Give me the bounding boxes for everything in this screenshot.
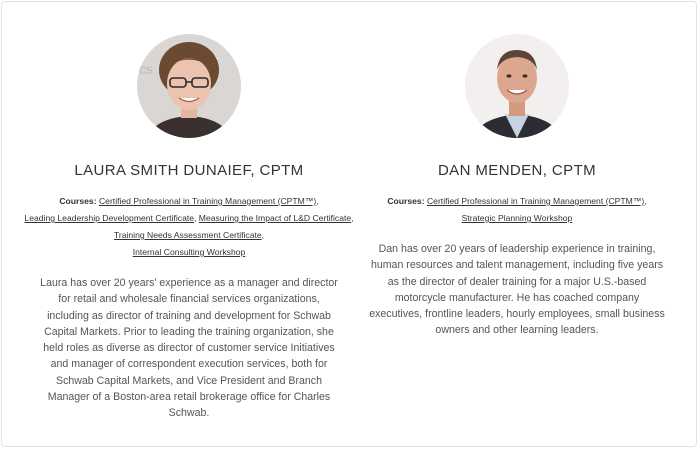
instructor-bio: Laura has over 20 years' experience as a manager and director for retail and wholesale financial services organizations, including as director of training and development for Schwab Capital Markets. Prior to leading the training organization, she held roles as diverse as director of customer service Initiatives and manager of correspondent execution services, both for Schwab Capital Markets, and Vice President and Branch Manager of a Boston-area retail brokerage office for Charles Schwab.	[40, 277, 338, 420]
courses-label: Courses:	[387, 196, 425, 206]
course-link-measuring-impact[interactable]: Measuring the Impact of L&D Certificate	[198, 213, 352, 223]
instructor-name: LAURA SMITH DUNAIEF, CPTM	[74, 162, 304, 179]
courses-label: Courses:	[59, 196, 97, 206]
course-link-leading-leadership-development[interactable]: Leading Leadership Development Certificate	[24, 213, 195, 223]
course-link-training-needs-assessment[interactable]: Training Needs Assessment Certificate	[113, 230, 262, 240]
course-link-cptm[interactable]: Certified Professional in Training Management (CPTM™)	[98, 196, 317, 206]
course-link-internal-consulting[interactable]: Internal Consulting Workshop	[132, 247, 246, 257]
instructor-dan	[352, 2, 682, 339]
instructor-bio: Dan has over 20 years of leadership experience in training, human resources and talent management, including five years as the director of dealer training for a major U.S.-based motorcycle manufacturer. He has coached company executives, frontline leaders, hourly employees, small business owners and other learning leaders.	[369, 243, 665, 337]
svg-text:cs: cs	[139, 61, 153, 77]
courses-list: Courses: Certified Professional in Training Management (CPTM™), Strategic Planning Workshop	[387, 196, 647, 223]
instructor-name: DAN MENDEN, CPTM	[437, 162, 597, 179]
avatar-laura	[137, 34, 241, 138]
courses-list: Courses: Certified Professional in Training Management (CPTM™), Leading Leadership Development Certificate, Measuring the Impact of L&D Certificate, Training Needs Assessment Certificate, Internal Consulting Workshop	[24, 196, 354, 257]
instructors-card	[1, 1, 697, 447]
course-link-strategic-planning[interactable]: Strategic Planning Workshop	[461, 213, 573, 223]
course-link-cptm[interactable]: Certified Professional in Training Management (CPTM™)	[426, 196, 645, 206]
instructor-laura	[24, 2, 354, 422]
avatar-dan	[465, 34, 569, 138]
